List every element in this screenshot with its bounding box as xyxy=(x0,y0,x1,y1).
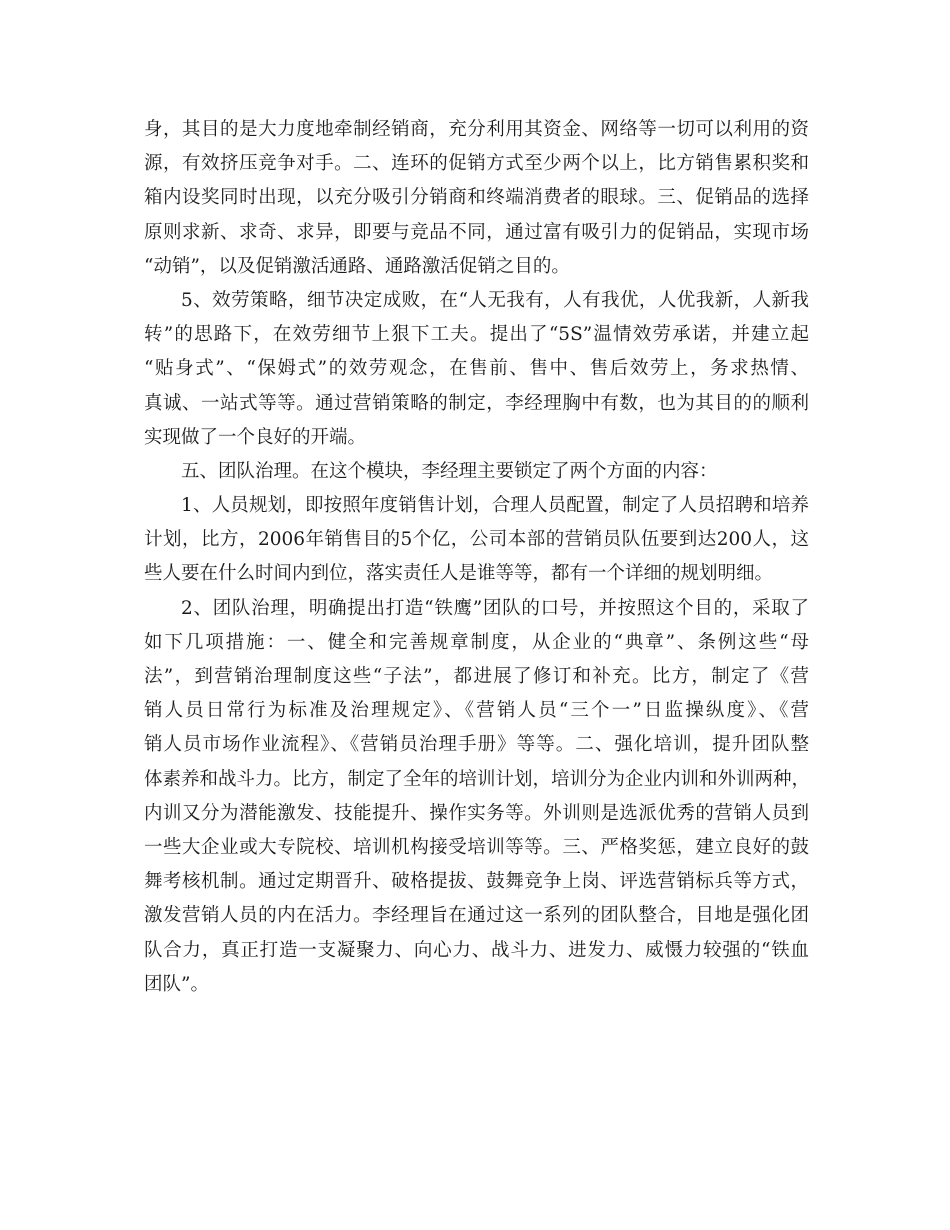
text-line: 实现做了一个良好的开端。 xyxy=(144,426,367,448)
text-line: 转”的思路下，在效劳细节上狠下工夫。提出了“5S”温情效劳承诺，并建立起 xyxy=(144,324,809,346)
text-line: 体素养和战斗力。比方，制定了全年的培训计划，培训分为企业内训和外训两种， xyxy=(144,768,811,790)
text-line: “动销”，以及促销激活通路、通路激活促销之目的。 xyxy=(144,255,570,277)
text-line: 箱内设奖同时出现，以充分吸引分销商和终端消费者的眼球。三、促销品的选择 xyxy=(144,187,809,209)
text-line: 队合力，真正打造一支凝聚力、向心力、战斗力、进发力、威慑力较强的“铁血 xyxy=(144,939,809,961)
text-line: 身，其目的是大力度地牵制经销商，充分利用其资金、网络等一切可以利用的资 xyxy=(144,119,809,140)
text-line: 五、团队治理。在这个模块，李经理主要锁定了两个方面的内容： xyxy=(181,460,718,482)
text-line: 如下几项措施：一、健全和完善规章制度，从企业的“典章”、条例这些“母 xyxy=(144,631,809,653)
text-line: 一些大企业或大专院校、培训机构接受培训等等。三、严格奖惩，建立良好的鼓 xyxy=(144,836,809,858)
text-line: 销人员市场作业流程》、《营销员治理手册》等等。二、强化培训，提升团队整 xyxy=(144,734,809,756)
text-line: 舞考核机制。通过定期晋升、破格提拔、鼓舞竞争上岗、评选营销标兵等方式， xyxy=(144,871,809,893)
text-line: 原则求新、求奇、求异，即要与竞品不同，通过富有吸引力的促销品，实现市场 xyxy=(144,221,809,243)
text-line: 2、团队治理，明确提出打造“铁鹰”团队的口号，并按照这个目的，采取了 xyxy=(181,597,809,619)
text-line: 计划，比方，2006年销售目的5个亿，公司本部的营销员队伍要到达200人，这 xyxy=(144,529,809,551)
text-line: 团队”。 xyxy=(144,973,209,995)
text-line: 5、效劳策略，细节决定成败，在“人无我有，人有我优，人优我新，人新我 xyxy=(181,289,809,311)
text-line: 法”，到营销治理制度这些“子法”，都进展了修订和补充。比方，制定了《营 xyxy=(144,666,809,687)
document-body xyxy=(144,113,809,1002)
text-line: 内训又分为潜能激发、技能提升、操作实务等。外训则是选派优秀的营销人员到 xyxy=(144,802,809,824)
text-line: 销人员日常行为标准及治理规定》、《营销人员“三个一”日监操纵度》、《营 xyxy=(144,700,809,722)
text-line: 真诚、一站式等等。通过营销策略的制定，李经理胸中有数，也为其目的的顺利 xyxy=(144,392,809,414)
text-line: 1、人员规划，即按照年度销售计划，合理人员配置，制定了人员招聘和培养 xyxy=(181,495,809,517)
text-line: “贴身式”、“保姆式”的效劳观念，在售前、售中、售后效劳上，务求热情、 xyxy=(144,358,809,380)
text-line: 源，有效挤压竞争对手。二、连环的促销方式至少两个以上，比方销售累积奖和 xyxy=(144,153,809,175)
text-line: 些人要在什么时间内到位，落实责任人是谁等等，都有一个详细的规划明细。 xyxy=(144,563,774,585)
text-line: 激发营销人员的内在活力。李经理旨在通过这一系列的团队整合，目地是强化团 xyxy=(144,905,809,927)
